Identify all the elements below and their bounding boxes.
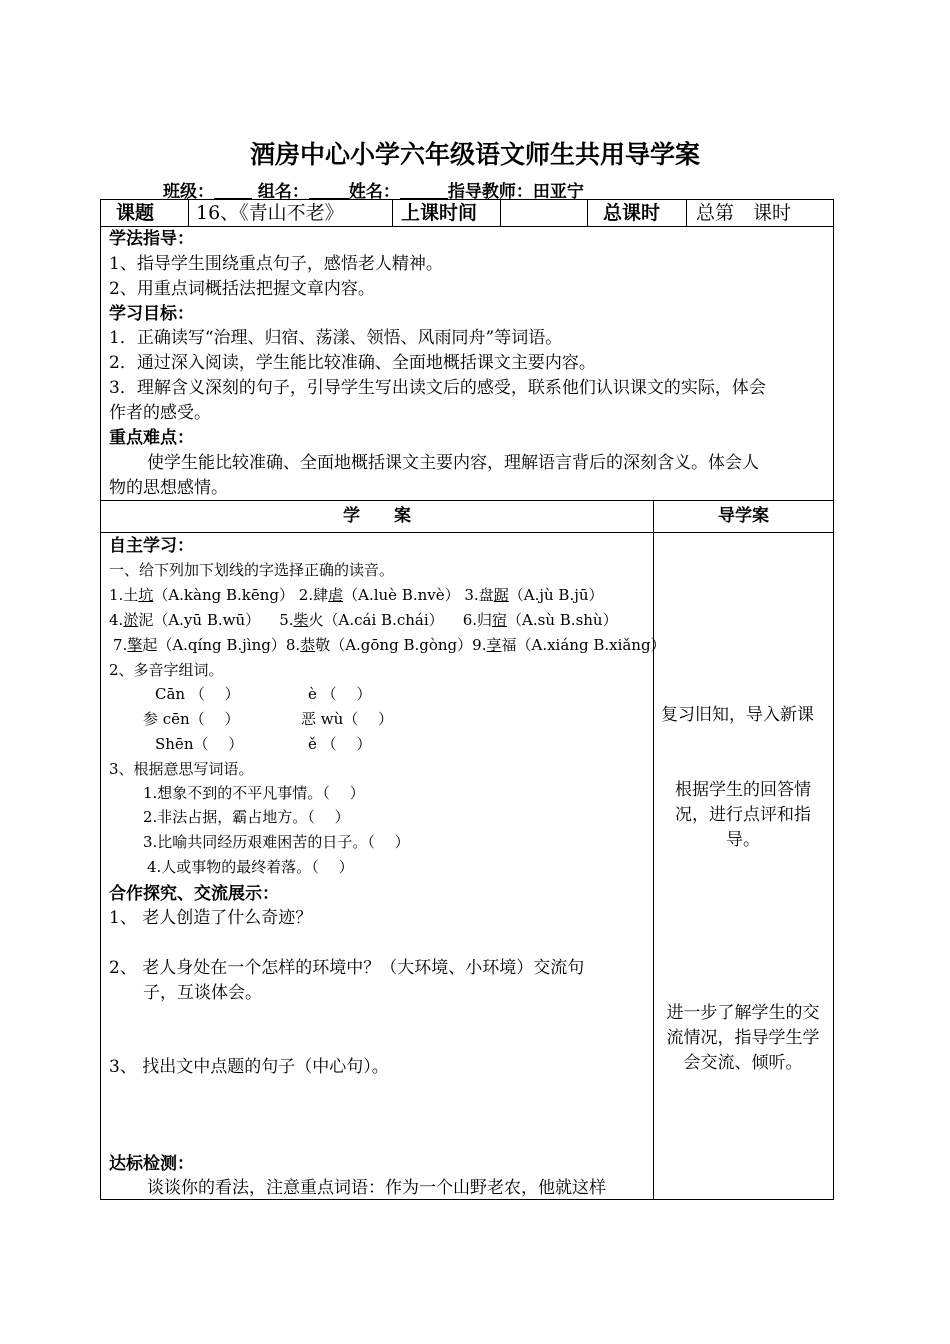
- poly-left: 参 cēn（ ）: [143, 710, 240, 728]
- lesson-table: [100, 199, 834, 1200]
- poly-left: Cān （ ）: [155, 685, 240, 703]
- teacher-label: 指导教师：: [447, 182, 533, 202]
- pinyin-row: [113, 633, 666, 658]
- method-item: 1、指导学生围绕重点句子，感悟老人精神。: [109, 254, 443, 274]
- coop-question: 2、 老人身处在一个怎样的环境中？（大环境、小环境）交流句: [109, 958, 585, 978]
- col-divider: [188, 200, 189, 226]
- question-2: 2、多音字组词。: [109, 661, 224, 679]
- header-divider: [101, 226, 833, 227]
- goal-item: 1．正确读写“治理、归宿、荡漾、领悟、风雨同舟”等词语。: [109, 328, 563, 348]
- topic-value: 16、《青山不老》: [196, 202, 344, 224]
- left-column-header: 学 案: [343, 506, 411, 526]
- key-heading: 重点难点：: [109, 428, 194, 448]
- goal-item: 2．通过深入阅读，学生能比较准确、全面地概括课文主要内容。: [109, 353, 596, 373]
- teacher-name: 田亚宁: [532, 182, 584, 202]
- goal-item: 3．理解含义深刻的句子，引导学生写出读文后的感受，联系他们认识课文的实际，体会: [109, 378, 766, 398]
- guide-note: 复习旧知，导入新课: [661, 705, 814, 725]
- total-value: 总第 课时: [696, 202, 792, 224]
- group-blank: [309, 182, 349, 199]
- pinyin-item: 4.淤泥（A.yū B.wū）: [109, 611, 261, 629]
- goal-item: 作者的感受。: [109, 403, 211, 423]
- name-label: 姓名：: [348, 182, 400, 202]
- key-line: 使学生能比较准确、全面地概括课文主要内容，理解语言背后的深刻含义。体会人: [147, 453, 759, 473]
- total-label: 总课时: [603, 202, 661, 224]
- poly-left: Shēn（ ）: [155, 735, 244, 753]
- pinyin-item: 5.柴火（A.cái B.chái）: [279, 611, 444, 629]
- meaning-item: 2.非法占据，霸占地方。（ ）: [143, 808, 350, 826]
- section-divider: [101, 500, 833, 501]
- pinyin-item: 6.归宿（A.sù B.shù）: [462, 611, 618, 629]
- meaning-item: 4.人或事物的最终着落。（ ）: [147, 858, 354, 876]
- col-divider: [392, 200, 393, 226]
- time-label: 上课时间: [401, 202, 478, 224]
- poly-right: 恶 wù（ ）: [301, 710, 394, 728]
- group-label: 组名：: [257, 182, 309, 202]
- section-divider: [101, 532, 833, 533]
- pinyin-item: 2.肆虐（A.luè B.nvè）: [298, 586, 460, 604]
- coop-question: 3、 找出文中点题的句子（中心句）。: [109, 1057, 389, 1077]
- document-title: 酒房中心小学六年级语文师生共用导学案: [249, 140, 700, 169]
- method-item: 2、用重点词概括法把握文章内容。: [109, 279, 375, 299]
- pinyin-item: 3.盘踞（A.jù B.jū）: [464, 586, 604, 604]
- right-column-header: 导学案: [718, 506, 769, 526]
- pinyin-item: 8.恭敬（A.gōng B.gòng）: [285, 636, 473, 654]
- class-label: 班级：: [163, 182, 214, 202]
- coop-question-cont: 子，互谈体会。: [143, 983, 262, 1003]
- guide-note: 进一步了解学生的交流情况，指导学生学会交流、倾听。: [666, 1003, 820, 1073]
- pinyin-item: 1.土坑（A.kàng B.kēng）: [109, 586, 295, 604]
- coop-question: 1、 老人创造了什么奇迹？: [109, 908, 313, 928]
- col-divider: [686, 200, 687, 226]
- guide-note: 根据学生的回答情况，进行点评和指导。: [675, 780, 811, 850]
- col-divider: [500, 200, 501, 226]
- test-heading: 达标检测：: [109, 1154, 194, 1174]
- method-heading: 学法指导：: [109, 229, 194, 249]
- poly-right: è （ ）: [308, 685, 372, 703]
- self-study-heading: 自主学习：: [109, 536, 194, 556]
- pinyin-item: 7.擎起（A.qíng B.jìng）: [113, 636, 286, 654]
- pinyin-item: 9.享福（A.xiáng B.xiǎng）: [472, 636, 666, 654]
- key-line: 物的思想感情。: [109, 478, 228, 498]
- col-divider: [587, 200, 588, 226]
- pinyin-row: [109, 583, 604, 608]
- topic-label: 课题: [116, 202, 155, 224]
- column-divider: [653, 500, 654, 1200]
- test-line: 谈谈你的看法，注意重点词语：作为一个山野老农，他就这样: [147, 1178, 606, 1198]
- goals-heading: 学习目标：: [109, 304, 194, 324]
- coop-heading: 合作探究、交流展示：: [109, 884, 279, 904]
- question-1: 一、给下列加下划线的字选择正确的读音。: [109, 561, 395, 579]
- pinyin-row: [109, 608, 618, 633]
- meaning-item: 3.比喻共同经历艰难困苦的日子。（ ）: [143, 833, 410, 851]
- poly-right: ě （ ）: [308, 735, 372, 753]
- question-3: 3、根据意思写词语。: [109, 760, 254, 778]
- meaning-item: 1.想象不到的不平凡事情。（ ）: [143, 784, 365, 802]
- name-blank: [400, 182, 448, 199]
- class-blank: [214, 182, 252, 199]
